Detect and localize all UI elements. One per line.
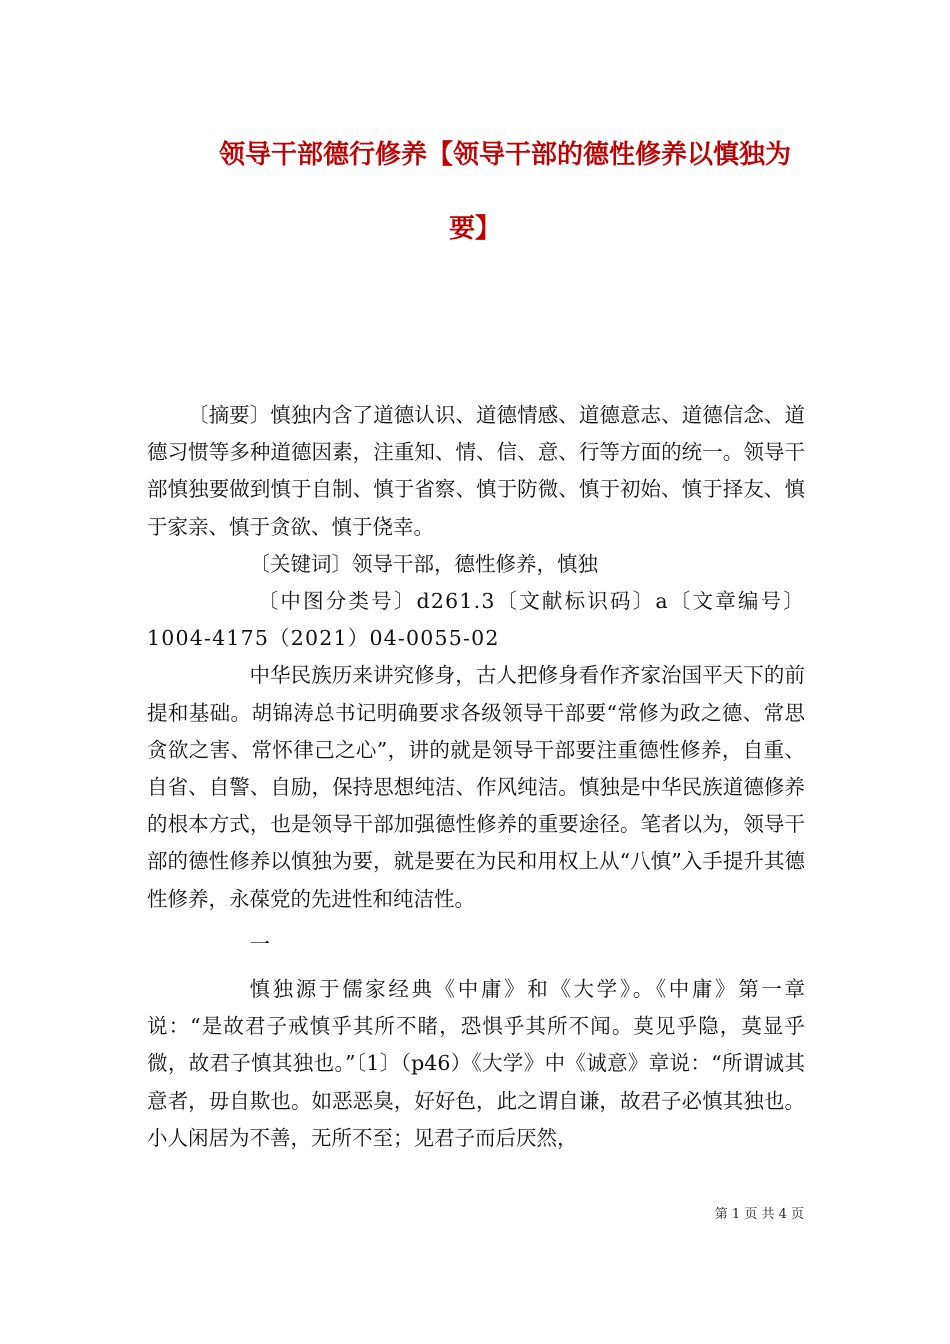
- classification-line: 〔中图分类号〕d261.3〔文献标识码〕a〔文章编号〕1004-4175（2021）04-0055-02: [147, 589, 805, 651]
- document-title-line-1: 领导干部德行修养【领导干部的德性修养以慎独为: [218, 140, 791, 170]
- keywords-line: 〔关键词〕领导干部，德性修养，慎独: [249, 551, 598, 576]
- section-heading: 一: [249, 931, 270, 956]
- abstract-paragraph: 〔摘要〕慎独内含了道德认识、道德情感、道德意志、道德信念、道德习惯等多种道德因素，注重知、情、信、意、行等方面的统一。领导干部慎独要做到慎于自制、慎于省察、慎于防微、慎于初始、慎于择友、慎于家亲、慎于贪欲、慎于侥幸。: [147, 403, 805, 539]
- document-title-line-2: 要】: [448, 214, 501, 244]
- page-number-footer: 第 1 页 共 4 页: [714, 1207, 804, 1222]
- body-paragraph-2: 慎独源于儒家经典《中庸》和《大学》。《中庸》第一章说：“是故君子戒慎乎其所不睹，恐惧乎其所不闻。莫见乎隐，莫显乎微，故君子慎其独也。”〔1〕（p46）《大学》中《诚意》章说：“所谓诚其意者，毋自欺也。如恶恶臭，好好色，此之谓自谦，故君子必慎其独也。小人闲居为不善，无所不至；见君子而后厌然，: [147, 977, 805, 1150]
- body-paragraph-1: 中华民族历来讲究修身，古人把修身看作齐家治国平天下的前提和基础。胡锦涛总书记明确要求各级领导干部要“常修为政之德、常思贪欲之害、常怀律己之心”，讲的就是领导干部要注重德性修养，自重、自省、自警、自励，保持思想纯洁、作风纯洁。慎独是中华民族道德修养的根本方式，也是领导干部加强德性修养的重要途径。笔者以为，领导干部的德性修养以慎独为要，就是要在为民和用权上从“八慎”入手提升其德性修养，永葆党的先进性和纯洁性。: [147, 663, 805, 911]
- document-body: [147, 397, 805, 1157]
